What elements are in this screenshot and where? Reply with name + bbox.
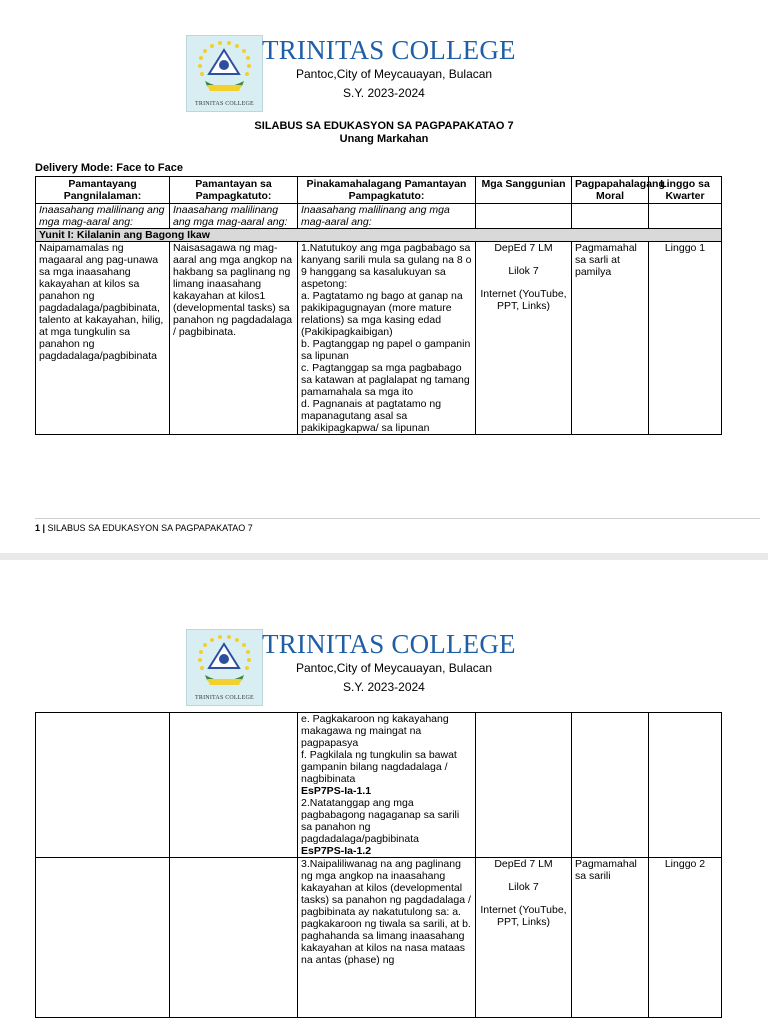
empty-cell: [649, 713, 722, 858]
competency-c: c. Pagtanggap sa mga pagbabago sa katawan at paglalapat ng tamang pamamahala sa mga ito: [301, 362, 470, 398]
header-moral-values: Pagpapahalagang Moral: [572, 177, 649, 204]
empty-cell: [36, 713, 170, 858]
references-cell: [476, 242, 572, 435]
unit-row: [36, 229, 722, 242]
college-name: TRINITAS COLLEGE: [262, 35, 516, 65]
logo-caption: TRINITAS COLLEGE: [195, 101, 254, 107]
empty-cell: [170, 858, 298, 1018]
college-address: Pantoc,City of Meycauayan, Bulacan: [296, 661, 493, 675]
school-year: S.Y. 2023-2024: [343, 86, 425, 100]
document-page-2: [0, 560, 768, 1024]
subheader-competencies: Inaasahang malilinang ang mga mag-aaral ang:: [298, 204, 476, 229]
header-performance-standard: Pamantayan sa Pampagkatuto:: [170, 177, 298, 204]
empty-cell: [476, 713, 572, 858]
competency-cell: [298, 242, 476, 435]
table-row: [36, 713, 722, 858]
moral-value-cell: Pagmamahal sa sarili: [572, 858, 649, 1018]
empty-cell: [572, 713, 649, 858]
competency-2: 2.Natatanggap ang mga pagbabagong nagaganap sa sarili sa panahon ng pagdadalaga/pagbibinata: [301, 797, 460, 845]
syllabus-table: [35, 176, 722, 435]
moral-value-cell: Pagmamahal sa sarli at pamilya: [572, 242, 649, 435]
syllabus-table-continued: [35, 712, 722, 1018]
competency-code: EsP7PS-Ia-1.2: [301, 845, 372, 857]
empty-cell: [476, 204, 572, 229]
competency-code: EsP7PS-Ia-1.1: [301, 785, 372, 797]
competency-cell: 3.Naipaliliwanag na ang paglinang ng mga angkop na inaasahang kakayahan at kilos (developmental tasks) sa panahon ng pagdadalaga / pagbibinata ay nakatutulong sa: a. pagkakaroon ng tiwala sa sarili, at b. paghahanda sa limang inaasahang kakayahan at kilos na nasa mataas na antas (phase) ng: [298, 858, 476, 1018]
page-number: 1 |: [35, 523, 46, 533]
header-week: Linggo sa Kwarter: [649, 177, 722, 204]
competency-cell: [298, 713, 476, 858]
empty-cell: [36, 858, 170, 1018]
reference-lilok: Lilok 7: [508, 881, 539, 893]
document-title: SILABUS SA EDUKASYON SA PAGPAPAKATAO 7: [254, 120, 514, 132]
table-header-row: [36, 177, 722, 204]
quarter-title: Unang Markahan: [339, 133, 429, 145]
page-footer: [35, 518, 760, 535]
letterhead: [0, 30, 768, 115]
competency-intro: 1.Natutukoy ang mga pagbabago sa kanyang sarili mula sa gulang na 8 o 9 hanggang sa kasalukuyan sa aspetong:: [301, 242, 472, 290]
footer-text: SILABUS SA EDUKASYON SA PAGPAPAKATAO 7: [47, 523, 253, 533]
delivery-mode: Delivery Mode: Face to Face: [35, 162, 183, 174]
college-address: Pantoc,City of Meycauayan, Bulacan: [296, 67, 493, 81]
college-seal-icon: [187, 630, 262, 705]
unit-title: Yunit I: Kilalanin ang Bagong Ikaw: [36, 229, 722, 242]
reference-internet: Internet (YouTube, PPT, Links): [480, 288, 567, 312]
reference-lm: DepEd 7 LM: [494, 858, 553, 870]
competency-a: a. Pagtatamo ng bago at ganap na pakikipagugnayan (more mature relations) sa mga kasing edad (Pakikipagkaibigan): [301, 290, 463, 338]
table-subheader-row: [36, 204, 722, 229]
reference-internet: Internet (YouTube, PPT, Links): [480, 904, 567, 928]
competency-b: b. Pagtanggap ng papel o gampanin sa lipunan: [301, 338, 471, 362]
header-content-standard: Pamantayang Pangnilalaman:: [36, 177, 170, 204]
competency-d: d. Pagnanais at pagtatamo ng mapanagutang asal sa pakikipagkapwa/ sa lipunan: [301, 398, 442, 434]
empty-cell: [572, 204, 649, 229]
competency-f: f. Pagkilala ng tungkulin sa bawat gampanin bilang nagdadalaga / nagbibinata: [301, 749, 457, 785]
week-cell: Linggo 1: [649, 242, 722, 435]
college-logo: [186, 629, 263, 706]
logo-caption: TRINITAS COLLEGE: [195, 695, 254, 701]
college-logo: [186, 35, 263, 112]
college-name: TRINITAS COLLEGE: [262, 629, 516, 659]
content-standard-cell: Naipamamalas ng magaaral ang pag-unawa sa mga inaasahang kakayahan at kilos sa panahon ng pagdadalaga/pagbibinata, talento at kakayahan, hilig, at mga tungkulin sa panahon ng pagdadalaga/pagbibinata: [36, 242, 170, 435]
header-references: Mga Sanggunian: [476, 177, 572, 204]
school-year: S.Y. 2023-2024: [343, 680, 425, 694]
header-competencies: Pinakamahalagang Pamantayan Pampagkatuto:: [298, 177, 476, 204]
college-seal-icon: [187, 36, 262, 111]
references-cell: [476, 858, 572, 1018]
competency-e: e. Pagkakaroon ng kakayahang makagawa ng maingat na pagpapasya: [301, 713, 449, 749]
empty-cell: [649, 204, 722, 229]
reference-lm: DepEd 7 LM: [494, 242, 553, 254]
table-row: [36, 858, 722, 1018]
empty-cell: [170, 713, 298, 858]
table-row: [36, 242, 722, 435]
subheader-performance-standard: Inaasahang malilinang ang mga mag-aaral ang:: [170, 204, 298, 229]
week-cell: Linggo 2: [649, 858, 722, 1018]
performance-standard-cell: Naisasagawa ng mag-aaral ang mga angkop na hakbang sa paglinang ng limang inaasahang kakayahan at kilos1 (developmental tasks) sa panahon ng pagdadalaga / pagbibinata.: [170, 242, 298, 435]
reference-lilok: Lilok 7: [508, 265, 539, 277]
letterhead: [0, 624, 768, 709]
subheader-content-standard: Inaasahang malilinang ang mga mag-aaral ang:: [36, 204, 170, 229]
